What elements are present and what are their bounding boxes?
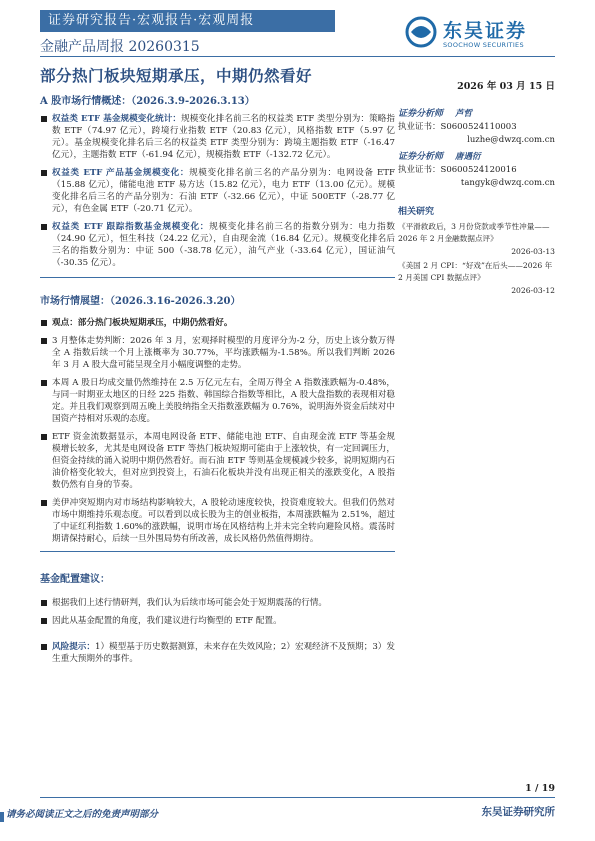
report-name: 金融产品周报 20260315 [40,39,200,55]
report-date: 2026 年 03 月 15 日 [457,81,555,92]
header-divider [40,56,555,57]
list-item: 美伊冲突短期内对市场结构影响较大，A 股轮动速度较快，投资难度较大。但我们仍然对市场中期维持乐观态度。可以看到以成长股为主的创业板指，本周涨跌幅为 2.51%，超过了中证红利指数 1.60%的涨跌幅，说明市场在风格结构上并未完全转向避险风格。震荡时期请保持耐心，后续一旦外围局势有所改善，成长风格仍然值得期待。 [40,497,395,545]
related-research-link[interactable]: 《平滑救政后，3 月份贷款或季节性冲量——2026 年 2 月金融数据点评》 [398,222,550,243]
section-market-overview [40,113,395,278]
list-item: 权益类 ETF 基金规模变化统计：规模变化排名前三名的权益类 ETF 类型分别为：策略指数 ETF（74.97 亿元），跨境行业指数 ETF（20.83 亿元），风格指数 ETF（5.97 亿元）。基金规模变化排名后三名的权益类 ETF 类型分别为：跨境主题指数 ETF（-16.47 亿元），主题指数 ETF（-61.94 亿元），规模指数 ETF（-132.72 亿元）。 [40,113,395,161]
company-logo [405,14,555,54]
list-item: 3 月整体走势判断：2026 年 3 月，宏观择时模型的月度评分为-2 分，历史上该分数万得全 A 指数后续一个月上涨概率为 30.77%，平均涨跌幅为-1.58%。所以我们判断 2026 年 3 月 A 股大盘可能呈现全月小幅度调整的走势。 [40,335,395,371]
analyst-card [398,108,555,147]
analyst-email[interactable]: tangyk@dwzq.com.cn [460,178,555,188]
bullet-square-icon [41,434,47,440]
section-market-overview-title: A 股市场行情概述：（2026.3.9-2026.3.13） [40,96,255,107]
bullet-square-icon [41,618,47,624]
bullet-square-icon [41,170,47,176]
list-item: 根据我们上述行情研判，我们认为后续市场可能会处于短期震荡的行情。 [40,597,395,609]
section-allocation-title: 基金配置建议： [40,574,110,585]
analyst-cert: 执业证书：S0600524110003 [398,122,517,132]
bullet-square-icon [41,380,47,386]
logo-english: SOOCHOW SECURITIES [443,41,524,49]
footer-accent-bar [0,812,4,822]
list-item: 本周 A 股日均成交量仍然维持在 2.5 万亿元左右，全周万得全 A 指数涨跌幅为-0.48%，与同一时期亚太地区的日经 225 指数、韩国综合指数等相比，A 股大盘指数的表现相对稳定。并且我们观察到周五晚上美股纳指全天指数涨跌幅为 0.76%，说明海外资金后续对中国资产持相对乐观的态度。 [40,377,395,425]
logo-text: 东吴证券 [443,20,528,42]
footer-institute: 东吴证券研究所 [481,806,555,818]
sidebar [398,78,555,295]
list-item: ETF 资金流数据显示，本周电网设备 ETF、储能电池 ETF、自由现金流 ETF 等基金规模增长较多，尤其是电网设备 ETF 等热门板块短期可能由于上涨较快，有一定回调压力，但资金持续的涌入说明中期仍然看好。而石油 ETF 等则基金规模减少较多，说明短期内石油价格变化较大，但对应到投资上，石油石化板块并没有出现正相关的涨跌变化，A 股指数仍然有自身的节奏。 [40,431,395,491]
related-research-title: 相关研究 [398,207,435,217]
analyst-cert: 执业证书：S0600524120016 [398,165,517,175]
section-outlook-title: 市场行情展望：（2026.3.16-2026.3.20） [40,296,241,307]
related-research-date: 2026-03-12 [511,286,555,295]
list-item: 观点：部分热门板块短期承压，中期仍然看好。 [40,317,395,329]
report-category-bar [40,10,335,32]
analyst-role: 证券分析师 [398,109,444,119]
list-item: 权益类 ETF 产品基金规模变化：规模变化排名前三名的产品分别为：电网设备 ETF（15.88 亿元），储能电池 ETF 易方达（15.82 亿元），电力 ETF（13.00 亿元）。规模变化排名后三名的产品分别为：石油 ETF（-32.66 亿元），中证 500ETF（-28.77 亿元），有色金属 ETF（-20.71 亿元）。 [40,167,395,215]
page-number: 1 / 19 [525,783,555,794]
report-headline: 部分热门板块短期承压，中期仍然看好 [40,66,313,85]
bullet-square-icon [41,500,47,506]
bullet-square-icon [41,320,47,326]
risk-warning: 风险提示：1）模型基于历史数据测算，未来存在失效风险；2）宏观经济不及预期；3）发生重大预期外的事件。 [40,641,395,665]
section-outlook [40,317,395,552]
list-item: 因此从基金配置的角度，我们建议进行均衡型的 ETF 配置。 [40,615,395,627]
bullet-square-icon [41,338,47,344]
main-column [40,92,395,665]
analyst-name: 唐遇衍 [455,152,481,162]
section-allocation [40,597,395,665]
analyst-name: 芦哲 [455,109,473,119]
bullet-square-icon [41,224,47,230]
related-research-link[interactable]: 《美国 2 月 CPI：“好戏”在后头——2026 年 2 月美国 CPI 数据点评》 [398,261,553,282]
bullet-square-icon [41,116,47,122]
analyst-email[interactable]: luzhe@dwzq.com.cn [467,135,555,145]
disclaimer-note: 请务必阅读正文之后的免责声明部分 [6,809,159,820]
list-item: 权益类 ETF 跟踪指数基金规模变化：规模变化排名前三名的指数分别为：电力指数（24.90 亿元），恒生科技（24.22 亿元），自由现金流（16.84 亿元）。规模变化排名后三名的指数分别为：中证 500（-38.78 亿元），油气产业（-33.64 亿元），国证油气（-30.35 亿元）。 [40,221,395,269]
bullet-square-icon [41,600,47,606]
report-category: 证券研究报告·宏观报告·宏观周报 [48,13,255,28]
analyst-card [398,151,555,190]
footer-divider [40,797,555,798]
logo-mark-icon [405,16,437,48]
analyst-role: 证券分析师 [398,152,444,162]
related-research-date: 2026-03-13 [511,247,555,256]
bullet-square-icon [41,644,47,650]
